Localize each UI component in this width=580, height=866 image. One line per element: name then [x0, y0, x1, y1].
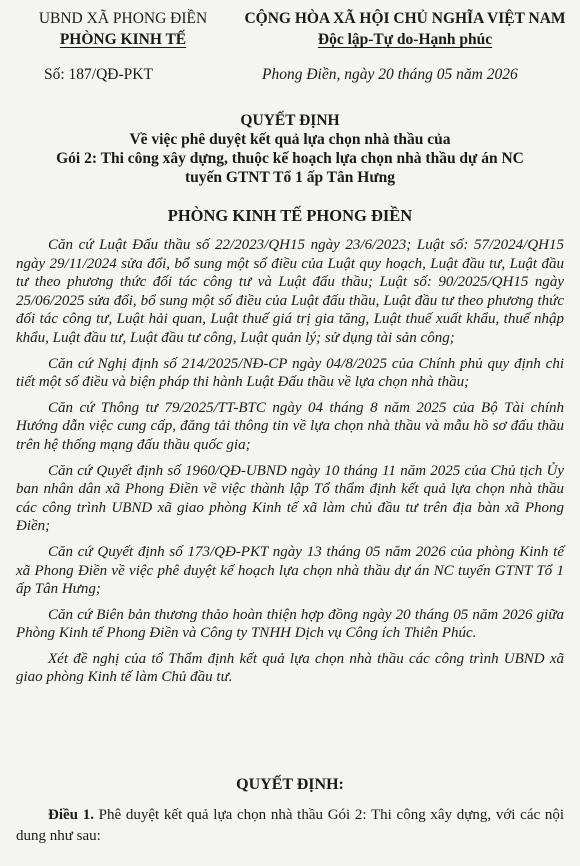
article-1-label: Điều 1.	[48, 807, 94, 823]
document-title	[20, 111, 560, 187]
country-name: CỘNG HÒA XÃ HỘI CHỦ NGHĨA VIỆT NAM	[244, 10, 566, 27]
basis-paragraph: Căn cứ Nghị định số 214/2025/NĐ-CP ngày 04/8/2025 của Chính phủ quy định chi tiết một số điều và biện pháp thi hành Luật Đấu thầu về lựa chọn nhà thầu;	[16, 355, 564, 391]
title-line-3: Gói 2: Thi công xây dựng, thuộc kế hoạch lựa chọn nhà thầu dự án NC	[56, 150, 524, 167]
basis-paragraph: Căn cứ Quyết định số 1960/QĐ-UBND ngày 10 tháng 11 năm 2025 của Chủ tịch Ủy ban nhân dân xã Phong Điền về việc thành lập Tổ thẩm định kết quả lựa chọn nhà thầu các công trình UBND xã giao phòng Kinh tế xã làm chủ đầu tư trên địa bàn xã Phong Điền;	[16, 462, 564, 535]
basis-paragraph: Căn cứ Thông tư 79/2025/TT-BTC ngày 04 tháng 8 năm 2025 của Bộ Tài chính Hướng dẫn việc cung cấp, đăng tải thông tin về lựa chọn nhà thầu và mẫu hồ sơ đấu thầu trên hệ thống mạng đấu thầu quốc gia;	[16, 399, 564, 453]
basis-paragraph: Xét đề nghị của tổ Thẩm định kết quả lựa chọn nhà thầu các công trình UBND xã giao phòng Kinh tế làm Chủ đầu tư.	[16, 650, 564, 686]
basis-paragraph: Căn cứ Luật Đấu thầu số 22/2023/QH15 ngày 23/6/2023; Luật số: 57/2024/QH15 ngày 29/11/2024 sửa đổi, bổ sung một số điều của Luật quy hoạch, Luật đầu tư, Luật đầu tư theo phương thức đối tác công tư và Luật đấu thầu; Luật số: 90/2025/QH15 ngày 25/06/2025 sửa đổi, bổ sung một số điều của Luật đấu thầu, Luật đầu tư theo phương thức đối tác công tư, Luật hải quan, Luật thuế giá trị gia tăng, Luật thuế xuất khẩu, thuế nhập khẩu, Luật đầu tư, Luật đầu tư công, Luật quản lý; sử dụng tài sản công;	[16, 237, 564, 346]
agency-heading: PHÒNG KINH TẾ PHONG ĐIỀN	[167, 206, 413, 225]
basis-paragraph: Căn cứ Quyết định số 173/QĐ-PKT ngày 13 tháng 05 năm 2026 của phòng Kinh tế xã Phong Điền về việc phê duyệt kế hoạch lựa chọn nhà thầu dự án NC tuyến GTNT Tổ 1 ấp Tân Hưng;	[16, 543, 564, 598]
title-line-2: Về việc phê duyệt kết quả lựa chọn nhà thầu của	[129, 131, 451, 148]
document-number: Số: 187/QĐ-PKT	[44, 66, 153, 83]
motto: Độc lập-Tự do-Hạnh phúc	[317, 31, 493, 48]
legal-basis	[16, 236, 564, 694]
issuer-block	[18, 8, 228, 50]
issuer-parent: UBND XÃ PHONG ĐIỀN	[38, 10, 208, 27]
national-motto-block	[238, 8, 572, 50]
place-date: Phong Điền, ngày 20 tháng 05 năm 2026	[262, 66, 518, 83]
title-line-1: QUYẾT ĐỊNH	[240, 112, 340, 129]
title-line-4: tuyến GTNT Tổ 1 ấp Tân Hưng	[184, 169, 395, 186]
article-1	[16, 805, 564, 847]
basis-paragraph: Căn cứ Biên bản thương thảo hoàn thiện hợp đồng ngày 20 tháng 05 năm 2026 giữa Phòng Kinh tế Phong Điền và Công ty TNHH Dịch vụ Công ích Thiên Phúc.	[16, 606, 564, 642]
decision-heading: QUYẾT ĐỊNH:	[236, 776, 344, 793]
article-1-text: Phê duyệt kết quả lựa chọn nhà thầu Gói 2: Thi công xây dựng, với các nội dung như sau:	[16, 807, 565, 844]
issuer-name: PHÒNG KINH TẾ	[59, 31, 187, 48]
